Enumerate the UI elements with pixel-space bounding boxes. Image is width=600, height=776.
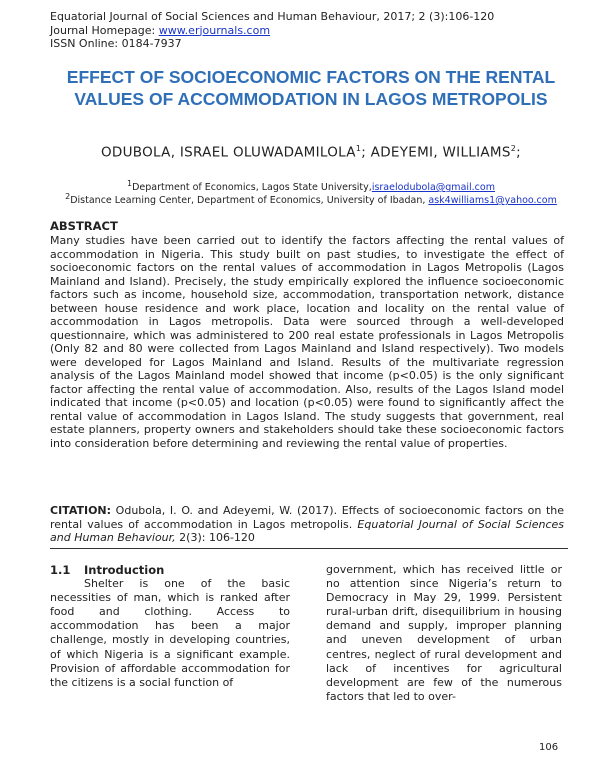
right-column [326, 563, 562, 704]
page-number: 106 [539, 742, 559, 753]
citation-block [50, 504, 564, 545]
author-2-sup: 2 [510, 144, 517, 153]
journal-line: Equatorial Journal of Social Sciences and Human Behaviour, 2017; 2 (3):106-120 [50, 10, 495, 23]
citation-label: CITATION: [50, 504, 112, 517]
left-column [50, 563, 290, 690]
author-2: ADEYEMI, WILLIAMS [370, 144, 511, 161]
author-line [50, 144, 572, 161]
affiliation-2-sup: 2 [65, 192, 71, 201]
abstract-heading: ABSTRACT [50, 219, 118, 233]
abstract-body: Many studies have been carried out to identify the factors affecting the rental values of accommodation in Nigeria. This study built on past studies, to investigate the effect of socioeconomic factors on the rental values of accommodation in Lagos Metropolis (Lagos Mainland and Island). Precisely, the study empirically explored the influence socioeconomic factors such as income, household size, accommodation, transportation network, distance between house residence and work place, location and locality on the rental value of accommodation in Lagos metropolis. Data were sourced through a well-developed questionnaire, which was administered to 200 real estate professionals in Lagos Metropolis (Only 82 and 80 were collected from Lagos Mainland and Island respectively). Two models were developed for Lagos Mainland and Island. Results of the multivariate regression analysis of the Lagos Mainland model showed that income (p<0.05) is the only significant factor affecting the rental value of accommodation. Also, results of the Lagos Island model indicated that income (p<0.05) and location (p<0.05) were found to significantly affect the rental value of accommodation in Lagos Island. The study suggests that government, real estate planners, property owners and stakeholders should take these socioeconomic factors into consideration before determining and reviewing the rental value of properties. [50, 234, 564, 450]
intro-left-text: Shelter is one of the basic necessities of man, which is ranked after food and clothing. Access to accommodation has been a major challenge, mostly in developing countries, of which Nigeria is a significant example. Provision of affordable accommodation for the citizens is a social function of [50, 577, 290, 689]
intro-number: 1.1 [50, 563, 71, 577]
homepage-line [50, 24, 494, 38]
intro-title: Introduction [84, 563, 165, 577]
affiliation-2-email[interactable]: ask4williams1@yahoo.com [428, 195, 557, 207]
intro-heading [50, 563, 290, 577]
section-divider [50, 548, 568, 549]
paper-title: EFFECT OF SOCIOECONOMIC FACTORS ON THE RENTAL VALUES OF ACCOMMODATION IN LAGOS METROPOLIS [66, 67, 556, 109]
citation-text: Odubola, I. O. and Adeyemi, W. (2017). Effects of socioeconomic factors on the rental values of accommodation in Lagos metropolis. [50, 504, 564, 531]
homepage-label: Journal Homepage: [50, 23, 159, 37]
journal-header [50, 10, 494, 51]
author-1-sup: 1 [355, 144, 362, 153]
affiliation-2 [50, 191, 572, 207]
affiliation-2-text: Distance Learning Center, Department of Economics, University of Ibadan, [70, 195, 429, 207]
homepage-link[interactable]: www.erjournals.com [158, 23, 271, 37]
intro-left-paragraph [50, 577, 290, 690]
citation-volume: 2(3): 106-120 [175, 531, 255, 544]
author-1: ODUBOLA, ISRAEL OLUWADAMILOLA [101, 144, 356, 161]
affiliation-1-sup: 1 [127, 179, 133, 188]
affiliation-1-text: Department of Economics, Lagos State University, [132, 182, 372, 194]
intro-right-text: government, which has received little or no attention since Nigeria’s return to Democracy in May 29, 1999. Persistent rural-urban drift, disequilibrium in housing demand and supply, improper planning and uneven development of urban centres, neglect of rural development and lack of incentives for agricultural development are few of the numerous factors that led to over- [326, 563, 562, 703]
citation-journal: Equatorial Journal of Social Sciences and Human Behaviour, [50, 517, 564, 544]
affiliation-1-email[interactable]: israelodubola@gmail.com [371, 182, 495, 194]
author-separator: ; [361, 144, 371, 161]
issn-line: ISSN Online: 0184-7937 [50, 37, 182, 50]
author-end: ; [516, 144, 521, 161]
